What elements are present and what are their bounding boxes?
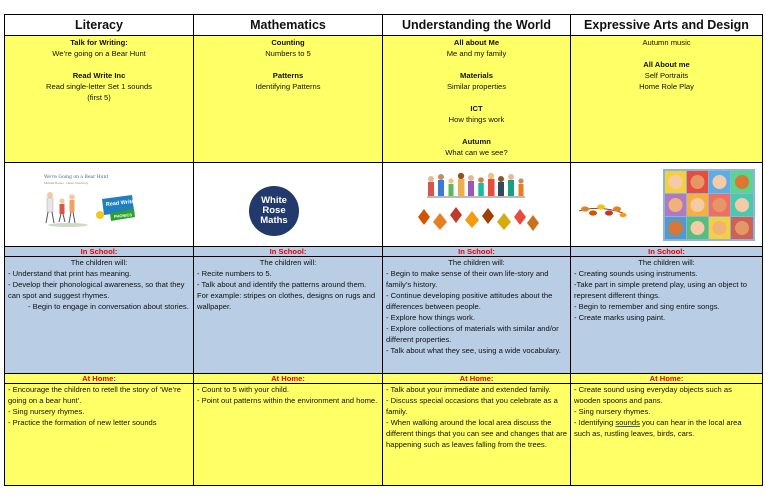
topic-value: How things work <box>448 115 505 124</box>
in-school-heading: In School: <box>571 247 763 257</box>
wrm-logo-text: White <box>261 195 287 206</box>
school-utw <box>383 257 571 374</box>
school-literacy <box>5 257 194 374</box>
list-item: - Create sound using everyday objects such as wooden spoons and pans. <box>574 385 732 405</box>
topic-value: We’re going on a Bear Hunt <box>52 49 146 58</box>
underlined-word: sounds <box>615 418 640 427</box>
list-item: - Recite numbers to 5. <box>197 269 272 278</box>
children-will-label: The children will: <box>259 258 317 267</box>
list-item: - Explore collections of materials with similar and/or different properties. <box>386 324 559 344</box>
list-item: - Begin to make sense of their own life-story and family’s history. <box>386 269 549 289</box>
topic-value: Identifying Patterns <box>255 82 321 91</box>
topics-row <box>5 36 763 163</box>
list-item: - Explore how things work. <box>386 313 476 322</box>
at-home-heading: At Home: <box>383 374 571 384</box>
at-home-heading-row <box>5 374 763 384</box>
white-rose-maths-logo <box>234 173 314 253</box>
topics-ead <box>571 36 763 163</box>
topic-label: ICT <box>470 104 483 113</box>
curriculum-table <box>4 14 763 486</box>
in-school-heading: In School: <box>383 247 571 257</box>
topic-label: Materials <box>460 71 493 80</box>
header-row <box>5 15 763 36</box>
list-item: - Talk about your immediate and extended family. <box>386 385 551 394</box>
topic-label: Read Write Inc <box>72 71 126 80</box>
home-ead <box>571 384 763 486</box>
list-item: - Begin to remember and sing entire songs. <box>574 302 720 311</box>
list-item: - Discuss special occasions that you celebrate as a family. <box>386 396 558 416</box>
list-item <box>574 417 759 439</box>
image-cell-ead <box>571 163 763 247</box>
in-school-heading-row <box>5 247 763 257</box>
list-item: - Sing nursery rhymes. <box>574 407 651 416</box>
list-item: - Talk about and identify the patterns around them. For example: stripes on clothes, designs on rugs and wallpaper. <box>197 280 376 311</box>
list-item: - Count to 5 with your child. <box>197 385 290 394</box>
family-walking-figures <box>46 192 88 227</box>
list-item: - Create marks using paint. <box>574 313 666 322</box>
wrm-logo-text: Rose <box>262 205 286 216</box>
topic-label: Talk for Writing: <box>70 38 128 47</box>
family-and-leaves-image <box>413 167 543 241</box>
list-item: - Understand that print has meaning. <box>8 269 132 278</box>
at-home-row <box>5 384 763 486</box>
topic-value: Self Portraits <box>644 71 689 80</box>
read-write-inc-logo <box>96 195 144 221</box>
home-literacy <box>5 384 194 486</box>
list-item: - Begin to engage in conversation about stories. <box>28 302 189 311</box>
list-item-text: you can hear in the local area such as, rustling leaves, birds, cars. <box>574 418 742 438</box>
book-authors-text: Michael Rosen · Helen Oxenbury <box>44 181 89 185</box>
list-item: - When walking around the local area discuss the different things that you can see and changes that are happening such as leaves falling from the trees. <box>386 418 567 449</box>
list-item: - Sing nursery rhymes. <box>8 407 85 416</box>
image-cell-maths <box>194 163 383 247</box>
topic-label: Autumn <box>462 137 491 146</box>
header-literacy: Literacy <box>5 15 194 36</box>
topic-value: Autumn music <box>642 38 691 47</box>
images-row <box>5 163 763 247</box>
home-maths <box>194 384 383 486</box>
at-home-heading: At Home: <box>194 374 383 384</box>
leaves-and-self-portraits-image <box>575 167 757 243</box>
school-ead <box>571 257 763 374</box>
topic-label: All About me <box>643 60 690 69</box>
autumn-leaves-branch <box>579 204 627 217</box>
list-item: - Practice the formation of new letter sounds <box>8 418 157 427</box>
autumn-leaves-row <box>418 207 539 231</box>
image-cell-utw <box>383 163 571 247</box>
book-title-text: We're Going on a Bear Hunt <box>44 175 109 180</box>
topic-value: Numbers to 5 <box>265 49 311 58</box>
at-home-heading: At Home: <box>5 374 194 384</box>
topic-label: Patterns <box>272 71 304 80</box>
list-item: - Creating sounds using instruments. <box>574 269 698 278</box>
home-utw <box>383 384 571 486</box>
self-portraits-collage <box>663 169 755 241</box>
topic-label: Counting <box>271 38 305 47</box>
rwi-logo-text: Read Write Inc <box>105 198 145 208</box>
topics-maths <box>194 36 383 163</box>
children-will-label: The children will: <box>70 258 128 267</box>
image-cell-literacy <box>5 163 194 247</box>
topic-label: All about Me <box>453 38 500 47</box>
rwi-phonics-text: PHONICS <box>113 212 133 219</box>
list-item: - Encourage the children to retell the story of ‘We’re going on a bear hunt’. <box>8 385 181 405</box>
header-expressive-arts: Expressive Arts and Design <box>571 15 763 36</box>
header-understanding-the-world: Understanding the World <box>383 15 571 36</box>
wrm-logo-text: Maths <box>260 215 288 226</box>
list-item: - Continue developing positive attitudes about the differences between people. <box>386 291 553 311</box>
bear-hunt-book-image <box>40 171 160 231</box>
list-item: - Talk about what they see, using a wide vocabulary. <box>386 346 561 355</box>
header-mathematics: Mathematics <box>194 15 383 36</box>
list-item: -Take part in simple pretend play, using an object to represent different things. <box>574 280 747 300</box>
list-item: - Point out patterns within the environment and home. <box>197 396 378 405</box>
topics-literacy <box>5 36 194 163</box>
school-maths <box>194 257 383 374</box>
at-home-heading: At Home: <box>571 374 763 384</box>
topics-utw <box>383 36 571 163</box>
family-group-figures <box>427 173 525 198</box>
list-item-text: - Identifying <box>574 418 616 427</box>
topic-value: Me and my family <box>446 49 507 58</box>
in-school-row <box>5 257 763 374</box>
in-school-heading: In School: <box>194 247 383 257</box>
topic-value: Read single-letter Set 1 sounds <box>46 82 152 91</box>
in-school-heading: In School: <box>5 247 194 257</box>
list-item: - Develop their phonological awareness, so that they can spot and suggest rhymes. <box>8 280 185 300</box>
topic-value: (first 5) <box>87 93 111 102</box>
topic-value: Similar properties <box>446 82 507 91</box>
children-will-label: The children will: <box>638 258 695 267</box>
topic-value: What can we see? <box>445 148 508 157</box>
topic-value: Home Role Play <box>639 82 694 91</box>
children-will-label: The children will: <box>448 258 505 267</box>
